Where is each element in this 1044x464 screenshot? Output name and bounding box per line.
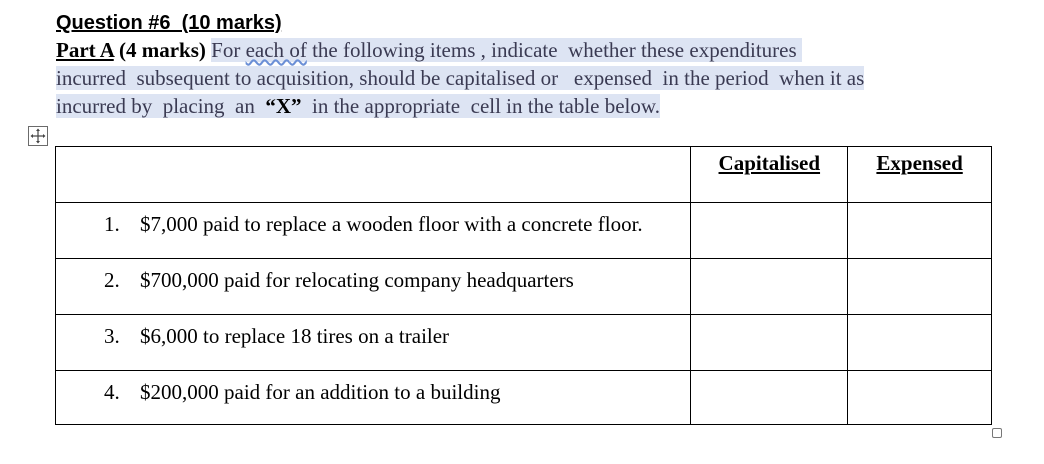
item-cell[interactable] bbox=[56, 315, 691, 371]
line1-text-a: For bbox=[211, 38, 246, 62]
line1-text-b: the following items , indicate whether these expenditures bbox=[306, 38, 802, 62]
table-header-row bbox=[56, 147, 992, 203]
capitalised-cell[interactable] bbox=[691, 259, 848, 315]
paragraph-line-3 bbox=[56, 92, 986, 120]
expenditure-table bbox=[55, 146, 992, 425]
line3-x-mark: “X” bbox=[265, 94, 302, 118]
part-a-label: Part A bbox=[56, 38, 114, 62]
paragraph-line-2 bbox=[56, 64, 986, 92]
item-text: $7,000 paid to replace a wooden floor with a concrete floor. bbox=[140, 212, 643, 236]
item-number: 3. bbox=[104, 324, 120, 348]
part-a-marks: (4 marks) bbox=[113, 38, 212, 62]
item-number: 1. bbox=[104, 212, 120, 236]
table-row bbox=[56, 315, 992, 371]
expensed-cell[interactable] bbox=[848, 203, 992, 259]
move-arrows-icon[interactable] bbox=[28, 126, 48, 146]
item-text: $200,000 paid for an addition to a building bbox=[140, 380, 501, 404]
item-number: 4. bbox=[104, 380, 120, 404]
expensed-cell[interactable] bbox=[848, 371, 992, 425]
line3-text-a: incurred by placing an bbox=[56, 94, 266, 118]
line2-text: incurred subsequent to acquisition, should be capitalised or expensed in the period when it as bbox=[56, 66, 865, 90]
question-title: Question #6 (10 marks) bbox=[56, 12, 282, 34]
resize-square-icon[interactable] bbox=[992, 428, 1002, 438]
item-cell[interactable] bbox=[56, 371, 691, 425]
expensed-cell[interactable] bbox=[848, 259, 992, 315]
item-cell[interactable] bbox=[56, 203, 691, 259]
paragraph-line-1 bbox=[56, 36, 986, 64]
capitalised-cell[interactable] bbox=[691, 371, 848, 425]
table-row bbox=[56, 371, 992, 425]
capitalised-cell[interactable] bbox=[691, 315, 848, 371]
header-cell-blank[interactable] bbox=[56, 147, 691, 203]
header-expensed[interactable]: Expensed bbox=[848, 147, 992, 203]
item-text: $700,000 paid for relocating company headquarters bbox=[140, 268, 574, 292]
line3-text-b: in the appropriate cell in the table below. bbox=[301, 94, 660, 118]
part-a-paragraph[interactable] bbox=[56, 36, 986, 120]
header-capitalised[interactable]: Capitalised bbox=[691, 147, 848, 203]
table-row bbox=[56, 203, 992, 259]
table-row bbox=[56, 259, 992, 315]
capitalised-cell[interactable] bbox=[691, 203, 848, 259]
line1-each: each bbox=[245, 38, 290, 62]
item-text: $6,000 to replace 18 tires on a trailer bbox=[140, 324, 450, 348]
item-number: 2. bbox=[104, 268, 120, 292]
expensed-cell[interactable] bbox=[848, 315, 992, 371]
item-cell[interactable] bbox=[56, 259, 691, 315]
line1-of: of bbox=[289, 38, 307, 62]
